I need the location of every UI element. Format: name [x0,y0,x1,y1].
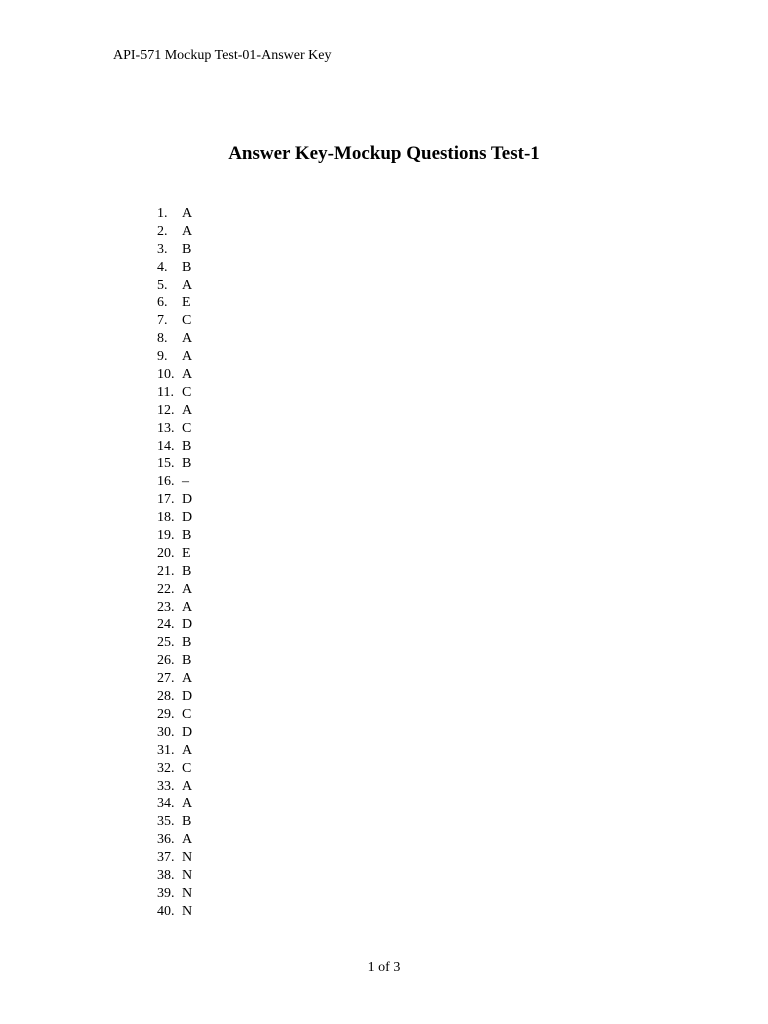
answer-letter: – [182,474,189,490]
answer-letter: N [182,903,193,919]
answer-letter: A [182,796,193,812]
answer-item [140,294,192,312]
answer-number: 18. [157,510,175,526]
answer-letter: A [182,832,193,848]
answer-number: 36. [157,832,175,848]
answer-letter: D [182,492,193,508]
answer-item [140,420,192,438]
answer-number: 3. [157,241,168,257]
answer-item [140,366,192,384]
answer-item [140,581,192,599]
answer-number: 21. [157,563,175,579]
answer-item [140,616,192,634]
answer-number: 8. [157,331,168,347]
answer-number: 26. [157,653,175,669]
answer-item [140,706,192,724]
answer-letter: A [182,402,193,418]
page-header: API-571 Mockup Test-01-Answer Key [113,48,332,63]
answer-number: 22. [157,581,175,597]
answer-item [140,223,192,241]
answer-number: 40. [157,903,175,919]
answer-number: 35. [157,814,175,830]
answer-number: 29. [157,706,175,722]
answer-letter: A [182,277,193,293]
answer-letter: A [182,223,193,239]
answer-number: 13. [157,420,175,436]
answer-letter: A [182,581,193,597]
answer-item [140,438,192,456]
answer-letter: C [182,384,192,400]
answer-item [140,849,192,867]
answer-letter: D [182,510,193,526]
answer-item [140,384,192,402]
answer-number: 33. [157,778,175,794]
answer-letter: A [182,671,193,687]
answer-item [140,348,192,366]
answer-number: 6. [157,295,168,311]
answer-item [140,778,192,796]
answer-letter: B [182,438,192,454]
page-number: 1 of 3 [367,960,401,975]
answer-number: 20. [157,545,175,561]
answer-number: 19. [157,528,175,544]
answer-letter: E [182,545,191,561]
answer-item [140,867,192,885]
answer-letter: B [182,241,192,257]
answer-item [140,455,192,473]
answer-item [140,760,192,778]
answer-number: 31. [157,742,175,758]
answer-number: 12. [157,402,175,418]
answer-letter: D [182,724,193,740]
answer-item [140,527,192,545]
answer-item [140,563,192,581]
answer-number: 39. [157,885,175,901]
answer-item [140,903,192,921]
answer-number: 23. [157,599,175,615]
answer-item [140,885,192,903]
answer-number: 1. [157,206,168,221]
answer-number: 14. [157,438,175,454]
answer-item [140,312,192,330]
answer-letter: N [182,885,193,901]
answer-number: 27. [157,671,175,687]
answer-letter: A [182,367,193,383]
answer-number: 28. [157,689,175,705]
answer-list [140,205,192,921]
answer-number: 25. [157,635,175,651]
answer-number: 2. [157,223,168,239]
answer-item [140,742,192,760]
answer-letter: B [182,456,192,472]
answer-number: 5. [157,277,168,293]
answer-number: 10. [157,367,175,383]
answer-letter: C [182,760,192,776]
answer-letter: D [182,689,193,705]
answer-letter: B [182,528,192,544]
answer-item [140,599,192,617]
answer-item [140,259,192,277]
answer-number: 17. [157,492,175,508]
answer-letter: A [182,778,193,794]
answer-item [140,688,192,706]
answer-letter: N [182,867,193,883]
answer-number: 37. [157,850,175,866]
answer-number: 30. [157,724,175,740]
answer-item [140,205,192,223]
answer-letter: E [182,295,191,311]
answer-item [140,545,192,563]
answer-letter: B [182,653,192,669]
answer-letter: C [182,706,192,722]
answer-number: 24. [157,617,175,633]
answer-item [140,241,192,259]
answer-letter: D [182,617,193,633]
answer-letter: A [182,349,193,365]
answer-letter: A [182,331,193,347]
answer-number: 16. [157,474,175,490]
answer-number: 9. [157,349,168,365]
answer-item [140,831,192,849]
answer-item [140,670,192,688]
answer-item [140,277,192,295]
answer-letter: B [182,814,192,830]
answer-item [140,509,192,527]
answer-item [140,724,192,742]
answer-number: 7. [157,313,168,329]
answer-letter: A [182,742,193,758]
answer-item [140,330,192,348]
answer-letter: B [182,635,192,651]
answer-item [140,795,192,813]
answer-letter: B [182,259,192,275]
answer-number: 32. [157,760,175,776]
answer-number: 15. [157,456,175,472]
answer-item [140,402,192,420]
answer-item [140,813,192,831]
answer-number: 34. [157,796,175,812]
answer-letter: A [182,599,193,615]
answer-number: 11. [157,384,174,400]
answer-item [140,473,192,491]
answer-number: 4. [157,259,168,275]
answer-letter: C [182,420,192,436]
answer-item [140,491,192,509]
answer-item [140,634,192,652]
answer-letter: C [182,313,192,329]
answer-letter: B [182,563,192,579]
answer-number: 38. [157,867,175,883]
answer-item [140,652,192,670]
page-title: Answer Key-Mockup Questions Test-1 [228,143,540,164]
answer-letter: N [182,850,193,866]
answer-letter: A [182,206,193,221]
